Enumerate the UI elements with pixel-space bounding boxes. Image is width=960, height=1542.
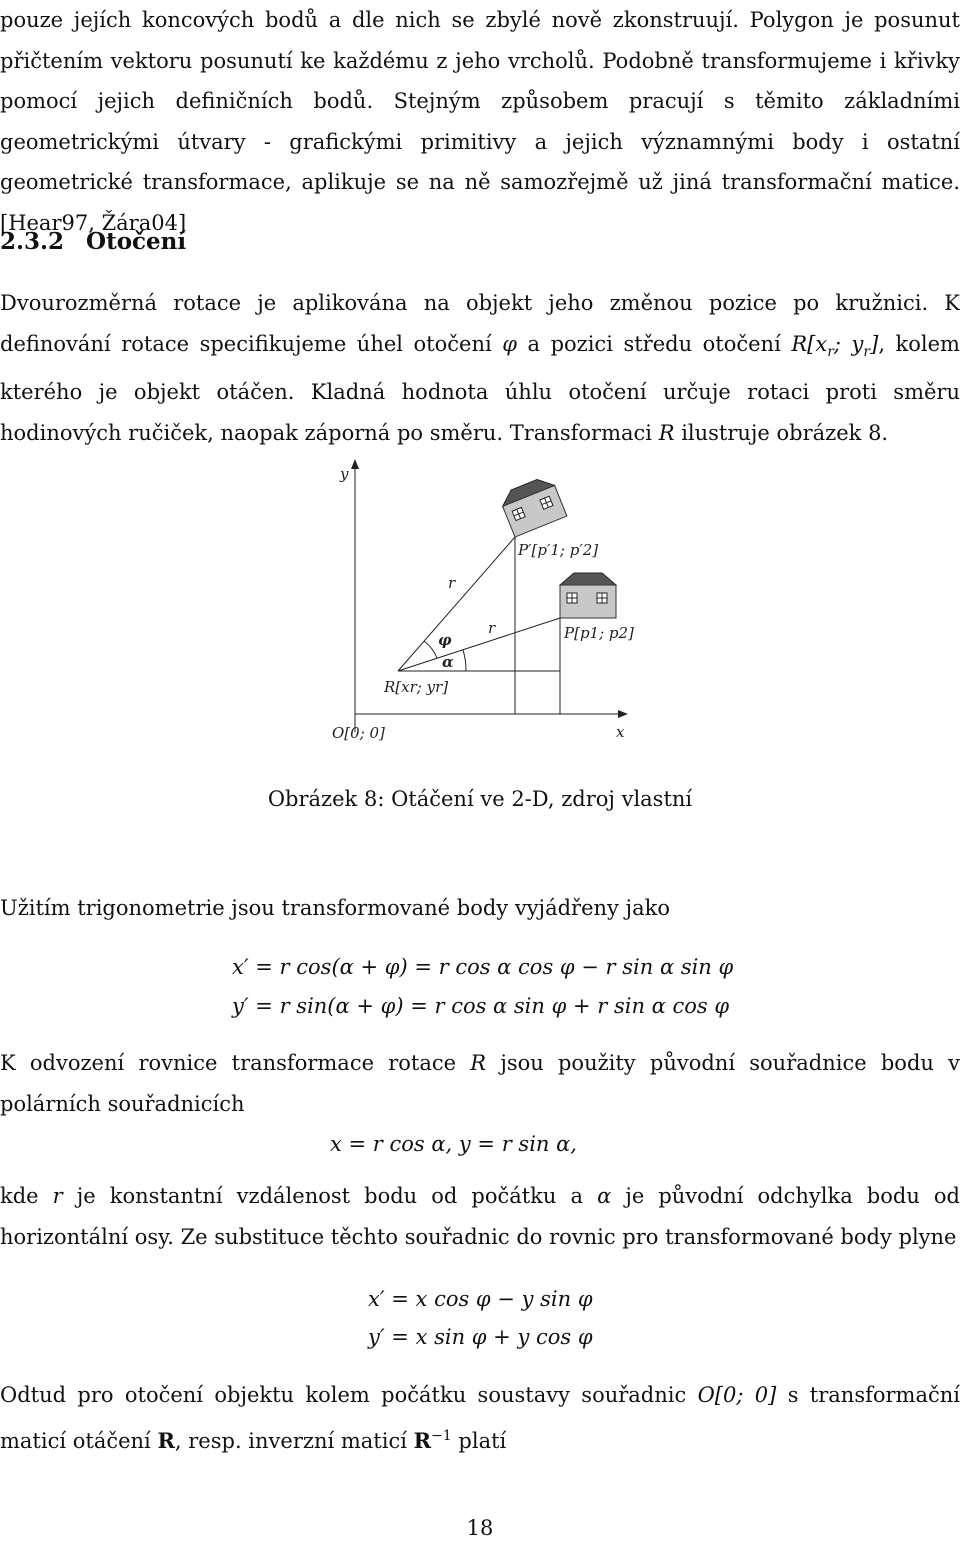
angle-phi-label: φ (438, 631, 452, 649)
section-heading (0, 228, 186, 255)
text-span: , resp. inverzní maticí (174, 1428, 407, 1453)
x-axis-arrow-icon (618, 710, 628, 718)
final-paragraph (0, 1375, 960, 1461)
text-span: je konstantní vzdálenost bodu od počátku a (76, 1184, 584, 1208)
math-matrix-R: R (157, 1427, 175, 1453)
house-original-icon (560, 573, 616, 618)
math-origin: O[0; 0] (697, 1383, 777, 1407)
text-span: Dvourozměrná rotace je aplikována na objekt jeho změnou pozice po kružnici. K definování rotace specifikujeme úhel otočení (0, 291, 960, 356)
x-axis-label: x (616, 723, 625, 741)
point-label: P[p1; p2] (564, 624, 634, 642)
section-number: 2.3.2 (0, 228, 65, 255)
intro-paragraph: pouze jejích koncových bodů a dle nich se zbylé nově zkonstruují. Polygon je posunut přičtením vektoru posunutí ke každému z jeho vrcholů. Podobně transformujeme i křivky pomocí jejich definičních bodů. Stejným způsobem pracují s těmito základními geometrickými útvary - grafickými primitivy a jejich významnými body i ostatní geometrické transformace, aplikuje se na ně samozřejmě už jiná transformační matice. [Hear97, Žára04] (0, 8, 960, 235)
page-number: 18 (466, 1516, 494, 1540)
math-semicolon: ; y (833, 331, 864, 356)
derivation-paragraph (0, 1043, 960, 1124)
text-span: platí (458, 1428, 507, 1453)
math-close: ] (870, 331, 879, 356)
equation-4: x′ = x cos φ − y sin φ (368, 1287, 593, 1311)
point-rotated-label: P′[p′1; p′2] (518, 541, 599, 559)
equation-3: x = r cos α, y = r sin α, (330, 1132, 577, 1156)
text-span: kde (0, 1184, 39, 1208)
text-span: je původní odchylka bodu od horizontální osy. Ze substituce těchto souřadnic do rovnic pro transformované body plyne (0, 1184, 960, 1249)
center-label: R[xr; yr] (384, 678, 449, 696)
text-span: jsou použity původní souřadnice bodu v polárních souřadnicích (0, 1051, 960, 1116)
math-sub: r (827, 343, 834, 360)
angle-phi-arc (424, 641, 437, 658)
rotation-figure (320, 455, 650, 745)
origin-label: O[0; 0] (332, 724, 385, 742)
math-calR: R (658, 420, 675, 445)
equation-1: x′ = r cos(α + φ) = r cos α cos φ − r sin α sin φ (232, 955, 734, 979)
figure-caption: Obrázek 8: Otáčení ve 2-D, zdroj vlastní (267, 787, 693, 811)
math-phi: φ (502, 331, 517, 356)
angle-alpha-arc (463, 650, 466, 671)
text-span: a pozici středu otočení (527, 331, 781, 356)
radius-line-original (398, 618, 560, 671)
math-r: r (52, 1184, 63, 1208)
text-span: , kolem kterého je objekt otáčen. Kladná hodnota úhlu otočení určuje rotaci proti směru hodinových ručiček, naopak záporná po směru. Transformaci (0, 331, 960, 445)
text-span: K odvození rovnice transformace rotace (0, 1051, 457, 1075)
y-axis-arrow-icon (351, 459, 359, 469)
rotation-paragraph (0, 283, 960, 453)
radius-line-rotated (398, 537, 515, 671)
text-span: Odtud pro otočení objektu kolem počátku soustavy souřadnic (0, 1383, 687, 1407)
radius-label-top: r (448, 574, 456, 592)
radius-label-bottom: r (488, 619, 496, 637)
section-title: Otočení (86, 228, 187, 255)
angle-alpha-label: α (442, 653, 454, 671)
math-sub: r (863, 343, 871, 360)
math-alpha: α (597, 1184, 612, 1208)
math-R: R[x (791, 331, 828, 356)
math-matrix-R-inverse: R (413, 1427, 432, 1453)
trig-intro: Užitím trigonometrie jsou transformované body vyjádřeny jako (0, 896, 670, 920)
y-axis-label: y (340, 465, 349, 483)
equation-5: y′ = x sin φ + y cos φ (368, 1325, 593, 1349)
text-span: s transformační maticí otáčení (0, 1383, 960, 1453)
text-span: ilustruje obrázek 8. (681, 420, 889, 445)
house-rotated-icon (498, 474, 567, 537)
math-exponent: −1 (431, 1427, 452, 1444)
derivation-paragraph-2 (0, 1176, 960, 1257)
math-calR: R (470, 1051, 487, 1075)
equation-2: y′ = r sin(α + φ) = r cos α sin φ + r sin α cos φ (232, 994, 730, 1018)
